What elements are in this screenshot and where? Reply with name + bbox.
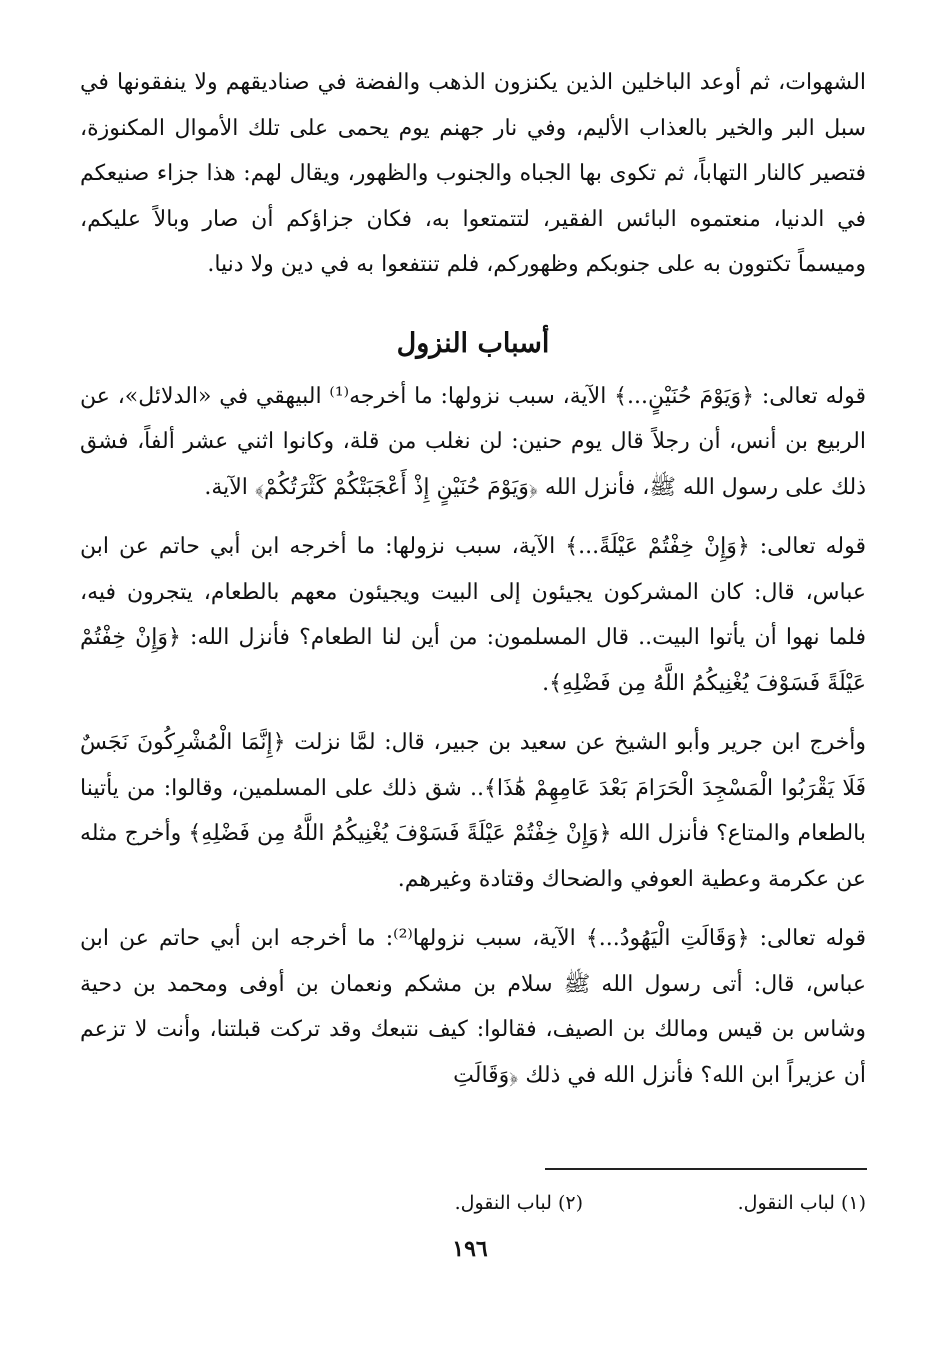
paragraph-hunayn: قوله تعالى: ﴿وَيَوْمَ حُنَيْنٍ...﴾ الآية، سبب نزولها: ما أخرجه⁽¹⁾ البيهقي في «الدلائل»، عن الربيع بن أنس، أن رجلاً قال يوم حنين: لن نغلب من قلة، وكانوا اثني عشر ألفاً، فشق ذلك على رسول الله ﷺ، فأنزل الله ﴿وَيَوْمَ حُنَيْنٍ إِذْ أَعْجَبَتْكُمْ كَثْرَتُكُمْ﴾ الآية. <box>80 383 866 500</box>
intro-paragraph: الشهوات، ثم أوعد الباخلين الذين يكنزون الذهب والفضة في صناديقهم ولا ينفقونها في سبل البر والخير بالعذاب الأليم، وفي نار جهنم يوم يحمى على تلك الأموال المكنوزة، فتصير كالنار التهاباً، ثم تكوى بها الجباه والجنوب والظهور، ويقال لهم: هذا جزاء صنيعكم في الدنيا، منعتموه البائس الفقير، لتتمتعوا به، فكان جزاؤكم أن صار وبالاً عليكم، وميسماً تكتوون به على جنوبكم وظهوركم، فلم تنتفعوا به في دين ولا دنيا. <box>80 70 866 277</box>
section-heading: أسباب النزول <box>396 327 550 359</box>
footnote-2: (٢) لباب النقول. <box>454 1192 583 1214</box>
footnotes <box>300 1188 866 1218</box>
page-number: ١٩٦ <box>452 1236 488 1262</box>
footnote-1: (١) لباب النقول. <box>737 1192 866 1214</box>
paragraph-ayla: قوله تعالى: ﴿وَإِنْ خِفْتُمْ عَيْلَةً...﴾ الآية، سبب نزولها: ما أخرجه ابن أبي حاتم عن ابن عباس، قال: كان المشركون يجيئون إلى البيت ويجيئون معهم بالطعام، يتجرون فيه، فلما نهوا أن يأتوا البيت.. قال المسلمون: من أين لنا الطعام؟ فأنزل الله: ﴿وَإِنْ خِفْتُمْ عَيْلَةً فَسَوْفَ يُغْنِيكُمُ اللَّهُ مِن فَضْلِهِ﴾. <box>80 534 866 696</box>
section-content <box>80 374 866 1099</box>
page-body <box>80 60 866 1098</box>
paragraph-yahud: قوله تعالى: ﴿وَقَالَتِ الْيَهُودُ...﴾ الآية، سبب نزولها⁽²⁾: ما أخرجه ابن أبي حاتم عن ابن عباس، قال: أتى رسول الله ﷺ سلام بن مشكم ونعمان بن أوفى ومحمد بن دحية وشاس بن قيس ومالك بن الصيف، فقالوا: كيف نتبعك وقد تركت قبلتنا، وأنت لا تزعم أن عزيراً ابن الله؟ فأنزل الله في ذلك ﴿وَقَالَتِ <box>80 926 866 1088</box>
footnote-divider <box>545 1168 867 1170</box>
paragraph-ibn-jarir: وأخرج ابن جرير وأبو الشيخ عن سعيد بن جبير، قال: لمَّا نزلت ﴿إِنَّمَا الْمُشْرِكُونَ نَجَسٌ فَلَا يَقْرَبُوا الْمَسْجِدَ الْحَرَامَ بَعْدَ عَامِهِمْ هَٰذَا﴾.. شق ذلك على المسلمين، وقالوا: من يأتينا بالطعام والمتاع؟ فأنزل الله ﴿وَإِنْ خِفْتُمْ عَيْلَةً فَسَوْفَ يُغْنِيكُمُ اللَّهُ مِن فَضْلِهِ﴾ وأخرج مثله عن عكرمة وعطية العوفي والضحاك وقتادة وغيرهم. <box>80 730 866 892</box>
